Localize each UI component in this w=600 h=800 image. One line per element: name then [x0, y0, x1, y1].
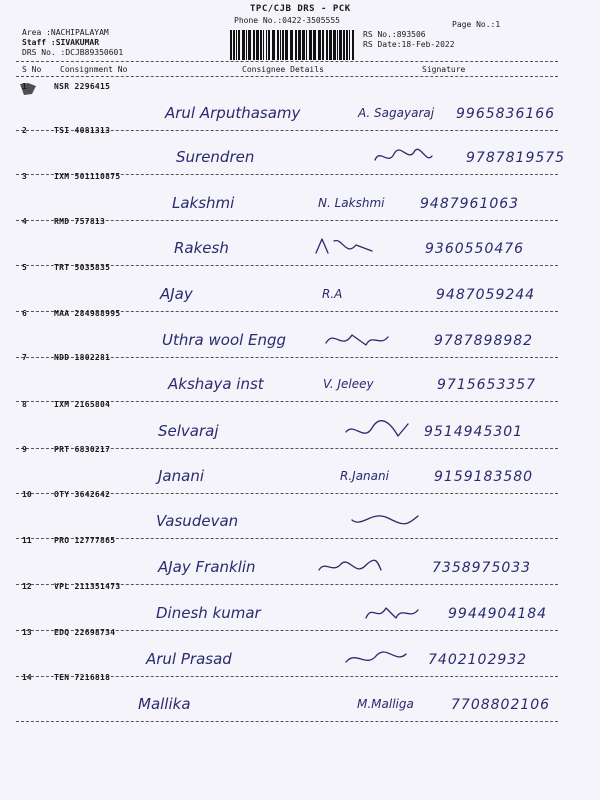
barcode-bar [280, 30, 281, 60]
signature-scribble [342, 646, 412, 672]
consignee-name: Janani [158, 467, 204, 485]
barcode-bar [343, 30, 345, 60]
signature-scribble [312, 235, 382, 261]
barcode-bar [302, 30, 305, 60]
consignee-name: AJay [160, 285, 193, 303]
consignment-number: PRT 6830217 [54, 445, 111, 454]
barcode-bar [238, 30, 240, 60]
row-sno: 14 [22, 673, 32, 682]
divider [16, 61, 558, 62]
barcode-bar [306, 30, 307, 60]
signature-scribble [315, 554, 385, 580]
col-header-sno: S No [22, 65, 42, 74]
consignment-number: EDQ 22698734 [54, 628, 116, 637]
consignee-phone: 9944904184 [448, 606, 548, 622]
barcode-bar [263, 30, 264, 60]
row-sno: 8 [22, 400, 27, 409]
signature-scribble [322, 327, 392, 353]
barcode-bar [290, 30, 293, 60]
row-sno: 5 [22, 263, 27, 272]
rs-number: RS No.:893506 [363, 30, 426, 39]
consignee-name: Uthra wool Engg [162, 331, 287, 349]
consignee-phone: 9487961063 [420, 196, 520, 212]
row-sno: 6 [22, 309, 27, 318]
consignment-number: NSR 2296415 [54, 82, 111, 91]
row-sno: 1 [22, 82, 27, 91]
barcode-bar [272, 30, 275, 60]
consignee-name: Vasudevan [156, 512, 239, 530]
staff-line: Staff :SIVAKUMAR [22, 38, 100, 47]
barcode-bar [266, 30, 267, 60]
col-header-consignee: Consignee Details [242, 65, 324, 74]
col-header-consignment: Consignment No [60, 65, 128, 74]
consignee-phone: 7708802106 [451, 697, 551, 713]
consignment-number: RMD 757813 [54, 217, 106, 226]
divider [16, 76, 558, 77]
page-number: Page No.:1 [452, 20, 501, 29]
consignee-phone: 9360550476 [425, 241, 525, 257]
consignee-phone: 9787819575 [466, 150, 566, 166]
barcode-bar [313, 30, 316, 60]
barcode-bar [333, 30, 336, 60]
barcode-bar [282, 30, 284, 60]
barcode-bar [268, 30, 270, 60]
consignee-phone: 7358975033 [432, 560, 532, 576]
barcode-bar [352, 30, 354, 60]
row-sno: 3 [22, 172, 27, 181]
consignee-phone: 7402102932 [428, 652, 528, 668]
barcode-bar [236, 30, 237, 60]
row-sno: 13 [22, 628, 32, 637]
signature-scribble [348, 508, 418, 534]
consignee-name: Dinesh kumar [156, 604, 261, 622]
drs-line: DRS No. :DCJB89350601 [22, 48, 124, 57]
consignment-number: NDD 1802281 [54, 353, 111, 362]
row-sno: 12 [22, 582, 32, 591]
barcode-bar [349, 30, 350, 60]
barcode-bar [256, 30, 259, 60]
consignee-name: Rakesh [174, 239, 229, 257]
branch-phone: Phone No.:0422-3505555 [234, 16, 340, 25]
barcode-bar [298, 30, 301, 60]
signature-text: A. Sagayaraj [358, 106, 435, 120]
barcode-bar [230, 30, 232, 60]
signature-scribble [370, 144, 440, 170]
col-header-signature: Signature [422, 65, 466, 74]
barcode-bar [277, 30, 279, 60]
row-sno: 4 [22, 217, 27, 226]
consignment-number: PRO 12777865 [54, 536, 116, 545]
consignment-number: TSI 4081313 [54, 126, 111, 135]
barcode-bar [322, 30, 324, 60]
barcode-bar [253, 30, 255, 60]
signature-scribble [342, 418, 412, 444]
barcode-bar [337, 30, 338, 60]
consignment-number: VPL 211351473 [54, 582, 121, 591]
consignee-phone: 9159183580 [434, 469, 534, 485]
signature-text: V. Jeleey [323, 377, 374, 391]
consignment-number: OTY 3642642 [54, 490, 111, 499]
row-sno: 2 [22, 126, 27, 135]
row-sno: 7 [22, 353, 27, 362]
row-sno: 9 [22, 445, 27, 454]
ink-smudge [18, 82, 38, 96]
consignee-name: Arul Arputhasamy [165, 104, 301, 122]
consignment-number: IXM 501110875 [54, 172, 121, 181]
rs-date: RS Date:18-Feb-2022 [363, 40, 455, 49]
row-divider [16, 721, 558, 722]
consignee-phone: 9514945301 [424, 424, 524, 440]
consignee-name: Mallika [138, 695, 191, 713]
barcode-bar [318, 30, 321, 60]
barcode-bar [246, 30, 247, 60]
consignee-name: AJay Franklin [158, 558, 256, 576]
header-right-block [363, 30, 455, 50]
consignee-phone: 9787898982 [434, 333, 534, 349]
consignee-phone: 9965836166 [456, 106, 556, 122]
signature-text: M.Malliga [357, 697, 414, 711]
barcode-bar [309, 30, 312, 60]
barcode-bar [326, 30, 328, 60]
barcode-bar [285, 30, 288, 60]
consignee-name: Akshaya inst [168, 375, 264, 393]
barcode-bar [233, 30, 235, 60]
barcode-bar [248, 30, 251, 60]
barcode-bar [242, 30, 245, 60]
consignee-name: Lakshmi [172, 194, 235, 212]
signature-scribble [362, 600, 432, 626]
consignee-phone: 9715653357 [437, 377, 537, 393]
barcode-bar [346, 30, 348, 60]
signature-text: N. Lakshmi [318, 196, 385, 210]
consignee-name: Selvaraj [158, 422, 219, 440]
consignee-name: Surendren [176, 148, 255, 166]
row-sno: 10 [22, 490, 32, 499]
signature-text: R.A [322, 287, 343, 301]
row-sno: 11 [22, 536, 32, 545]
barcode-bar [329, 30, 332, 60]
consignment-number: IXM 2165804 [54, 400, 111, 409]
barcode-bar [339, 30, 342, 60]
consignee-phone: 9487059244 [436, 287, 536, 303]
area-line: Area :NACHIPALAYAM [22, 28, 109, 37]
barcode-bar [295, 30, 297, 60]
consignment-number: TRT 5035835 [54, 263, 111, 272]
signature-text: R.Janani [340, 469, 389, 483]
barcode [229, 30, 355, 60]
consignee-name: Arul Prasad [146, 650, 232, 668]
header-left-block [22, 28, 123, 58]
sheet-title: TPC/CJB DRS - PCK [250, 4, 351, 14]
barcode-bar [260, 30, 262, 60]
consignment-number: TEN 7216818 [54, 673, 111, 682]
consignment-number: MAA 284988995 [54, 309, 121, 318]
